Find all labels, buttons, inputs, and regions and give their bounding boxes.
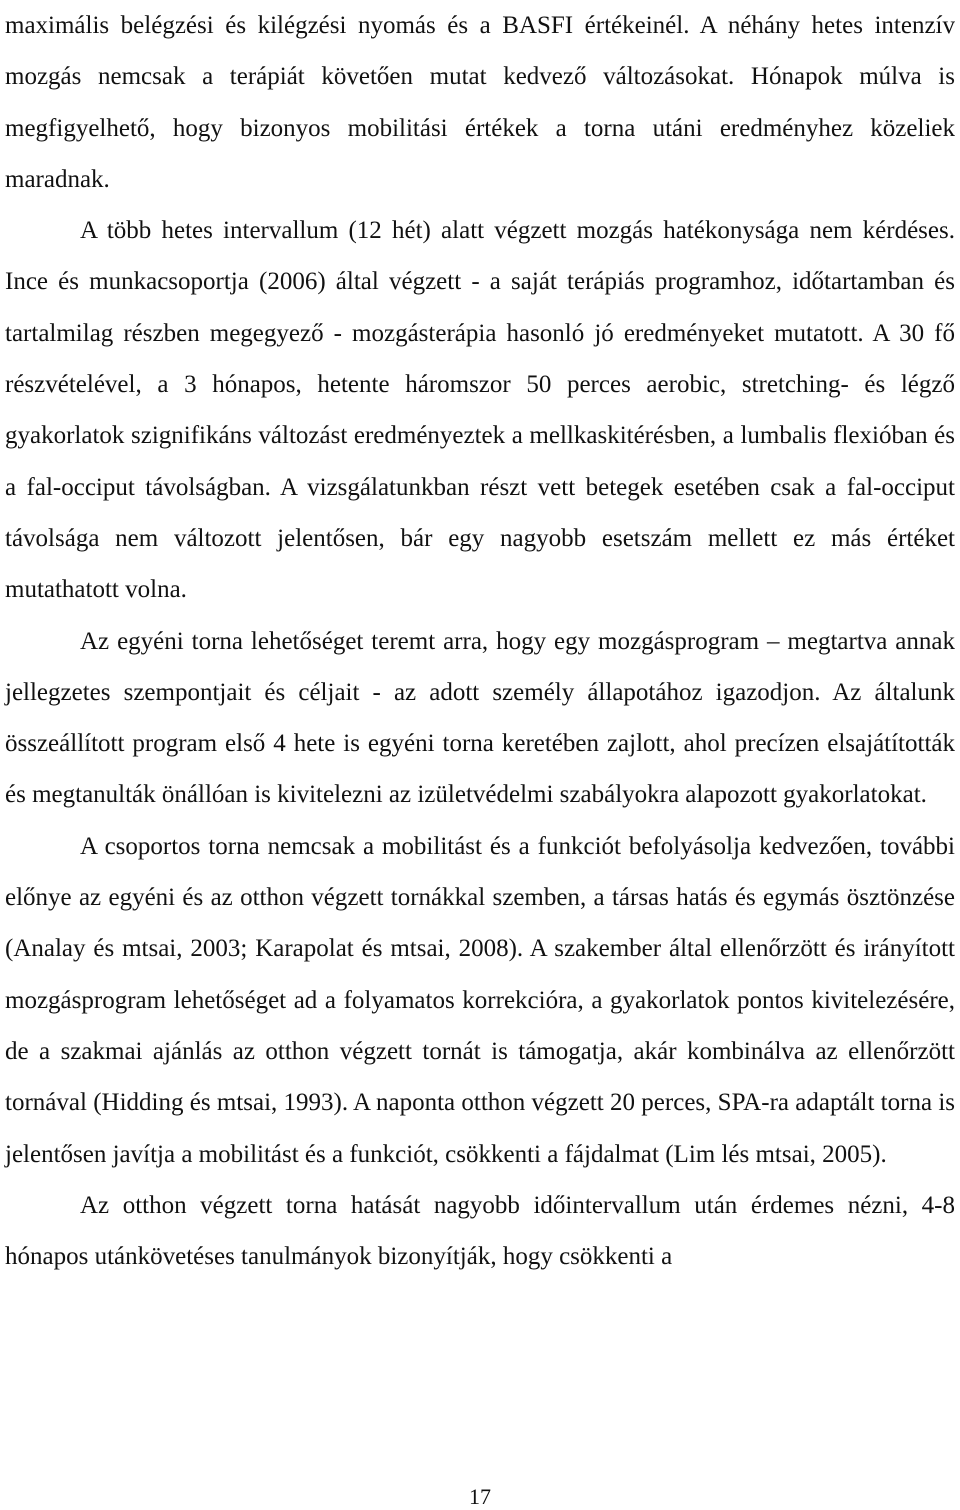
paragraph-1: maximális belégzési és kilégzési nyomás és a BASFI értékeinél. A néhány hetes intenzív mozgás nemcsak a terápiát követően mutat kedvező változásokat. Hónapok múlva is megfigyelhető, hogy bizonyos mobilitási értékek a torna utáni eredményhez közeliek maradnak. (5, 12, 955, 193)
document-page (5, 0, 955, 1282)
paragraph-3: Az egyéni torna lehetőséget teremt arra, hogy egy mozgásprogram – megtartva annak jellegzetes szempontjait és céljait - az adott személy állapotához igazodjon. Az általunk összeállított program első 4 hete is egyéni torna keretében zajlott, ahol precízen elsajátították és megtanulták önállóan is kivitelezni az izületvédelmi szabályokra alapozott gyakorlatokat. (5, 627, 955, 809)
paragraph-2: A több hetes intervallum (12 hét) alatt végzett mozgás hatékonysága nem kérdéses. Ince és munkacsoportja (2006) által végzett - a saját terápiás programhoz, időtartamban és tartalmilag részben megegyező - mozgásterápia hasonló jó eredményeket mutatott. A 30 fő részvételével, a 3 hónapos, hetente háromszor 50 perces aerobic, stretching- és légző gyakorlatok szignifikáns változást eredményeztek a mellkaskitérésben, a lumbalis flexióban és a fal-occiput távolságban. A vizsgálatunkban részt vett betegek esetében csak a fal-occiput távolsága nem változott jelentősen, bár egy nagyobb esetszám mellett ez más értéket mutathatott volna. (5, 217, 955, 604)
paragraph-5: Az otthon végzett torna hatását nagyobb időintervallum után érdemes nézni, 4-8 hónapos utánkövetéses tanulmányok bizonyítják, hogy csökkenti a (5, 1191, 955, 1271)
paragraph-4: A csoportos torna nemcsak a mobilitást és a funkciót befolyásolja kedvezően, további előnye az egyéni és az otthon végzett tornákkal szemben, a társas hatás és egymás ösztönzése (Analay és mtsai, 2003; Karapolat és mtsai, 2008). A szakember által ellenőrzött és irányított mozgásprogram lehetőséget ad a folyamatos korrekcióra, a gyakorlatok pontos kivitelezésére, de a szakmai ajánlás az otthon végzett tornát is támogatja, akár kombinálva az ellenőrzött tornával (Hidding és mtsai, 1993). A naponta otthon végzett 20 perces, SPA-ra adaptált torna is jelentősen javítja a mobilitást és a funkciót, csökkenti a fájdalmat (Lim lés mtsai, 2005). (5, 832, 955, 1168)
page-number: 17 (469, 1484, 491, 1509)
